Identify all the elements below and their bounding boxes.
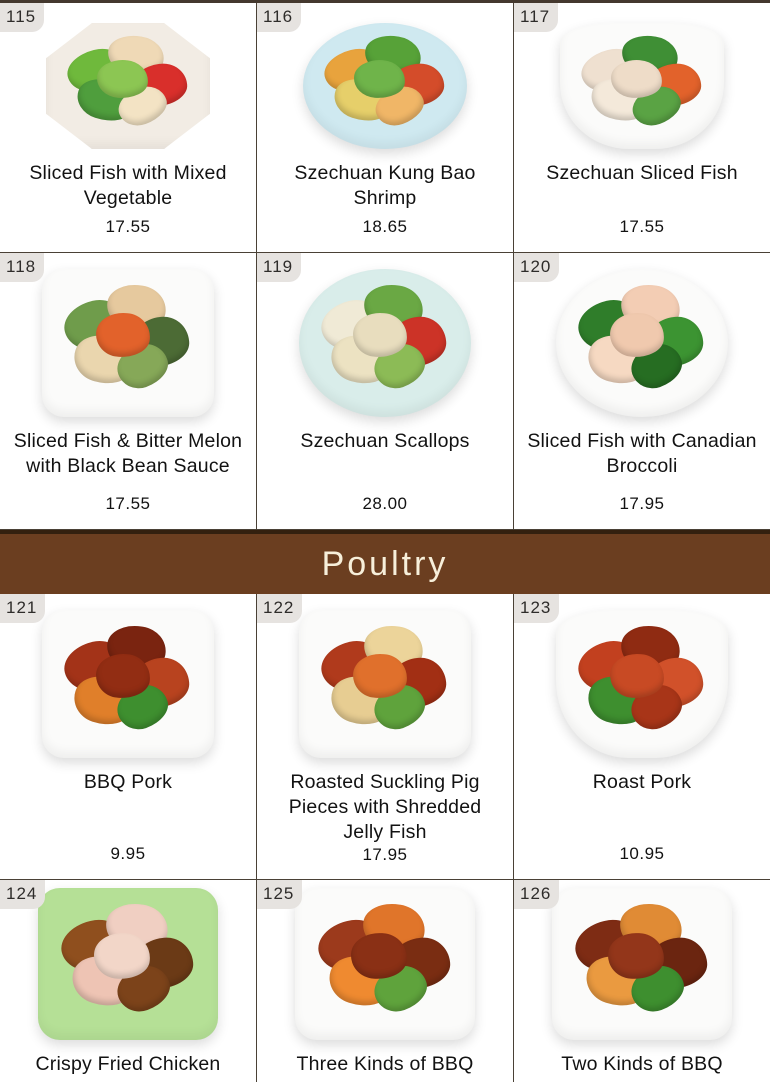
section-header-poultry [0,530,770,594]
dish-name: Sliced Fish with Mixed Vegetable [29,162,227,209]
food-pile [575,282,709,399]
dish-photo [295,888,475,1040]
item-number-badge [257,3,301,32]
item-number-badge [514,3,558,32]
dish-name: Two Kinds of BBQ [561,1053,723,1075]
section-title: Poultry [321,544,449,583]
dish-photo [556,269,728,417]
menu-item-cell-121 [0,594,257,880]
menu-item-cell-125 [257,880,514,1082]
dish-price: 17.55 [619,217,665,236]
dish-price: 9.95 [110,844,146,863]
item-number-badge [514,880,559,909]
dish-photo [42,610,214,758]
dish-name: Sliced Fish with Canadian Broccoli [527,430,757,477]
dish-price: 17.95 [619,494,665,513]
item-number-badge [0,594,45,623]
menu-item-cell-120 [514,253,770,530]
dish-photo [299,610,471,758]
food-pile [578,34,706,134]
food-pile [318,623,452,740]
dish-price: 17.55 [105,494,151,513]
food-pile [321,34,449,134]
dish-price: 17.95 [362,844,408,864]
item-number: 117 [520,6,551,26]
menu-grid [0,3,770,1082]
dish-price: 28.00 [362,494,408,513]
item-number: 125 [263,883,295,903]
item-number: 126 [520,883,552,903]
item-number: 115 [6,6,37,26]
food-pile [64,34,192,134]
item-number: 116 [263,6,294,26]
dish-photo [42,269,214,417]
menu-item-cell-115 [0,3,257,253]
dish-photo [552,888,732,1040]
item-number-badge [257,880,302,909]
dish-photo [46,23,210,149]
item-number-badge [514,594,559,623]
food-pile [575,623,709,740]
item-number-badge [514,253,559,282]
dish-name: Roast Pork [592,771,692,793]
food-pile [318,282,452,399]
item-number: 122 [263,597,295,617]
food-pile [315,902,455,1022]
menu-item-cell-122 [257,594,514,880]
menu-item-cell-117 [514,3,770,253]
dish-name: Sliced Fish & Bitter Melon with Black Bean Sauce [13,430,243,477]
item-number-badge [0,880,45,909]
menu-item-cell-116 [257,3,514,253]
food-pile [572,902,712,1022]
menu-item-cell-119 [257,253,514,530]
dish-photo [303,23,467,149]
dish-name: Szechuan Sliced Fish [546,162,738,184]
dish-price: 18.65 [362,217,408,236]
dish-photo [299,269,471,417]
item-number: 121 [6,597,38,617]
dish-price: 10.95 [619,844,665,863]
food-pile [61,282,195,399]
dish-name: Three Kinds of BBQ [296,1053,474,1075]
item-number-badge [0,3,44,32]
dish-name: Szechuan Kung Bao Shrimp [294,162,476,209]
dish-name: BBQ Pork [83,771,173,793]
menu-item-cell-126 [514,880,770,1082]
menu-item-cell-118 [0,253,257,530]
dish-photo [560,23,724,149]
item-number: 119 [263,256,294,276]
dish-price: 17.55 [105,217,151,236]
item-number-badge [0,253,44,282]
item-number: 120 [520,256,552,276]
dish-name: Szechuan Scallops [300,430,470,452]
item-number: 124 [6,883,38,903]
item-number-badge [257,253,301,282]
dish-name: Crispy Fried Chicken [35,1053,221,1075]
dish-photo [556,610,728,758]
menu-item-cell-123 [514,594,770,880]
item-number: 123 [520,597,552,617]
item-number-badge [257,594,302,623]
dish-name: Roasted Suckling Pig Pieces with Shredded Jelly Fish [288,771,482,843]
item-number: 118 [6,256,37,276]
food-pile [58,902,198,1022]
menu-item-cell-124 [0,880,257,1082]
dish-photo [38,888,218,1040]
food-pile [61,623,195,740]
